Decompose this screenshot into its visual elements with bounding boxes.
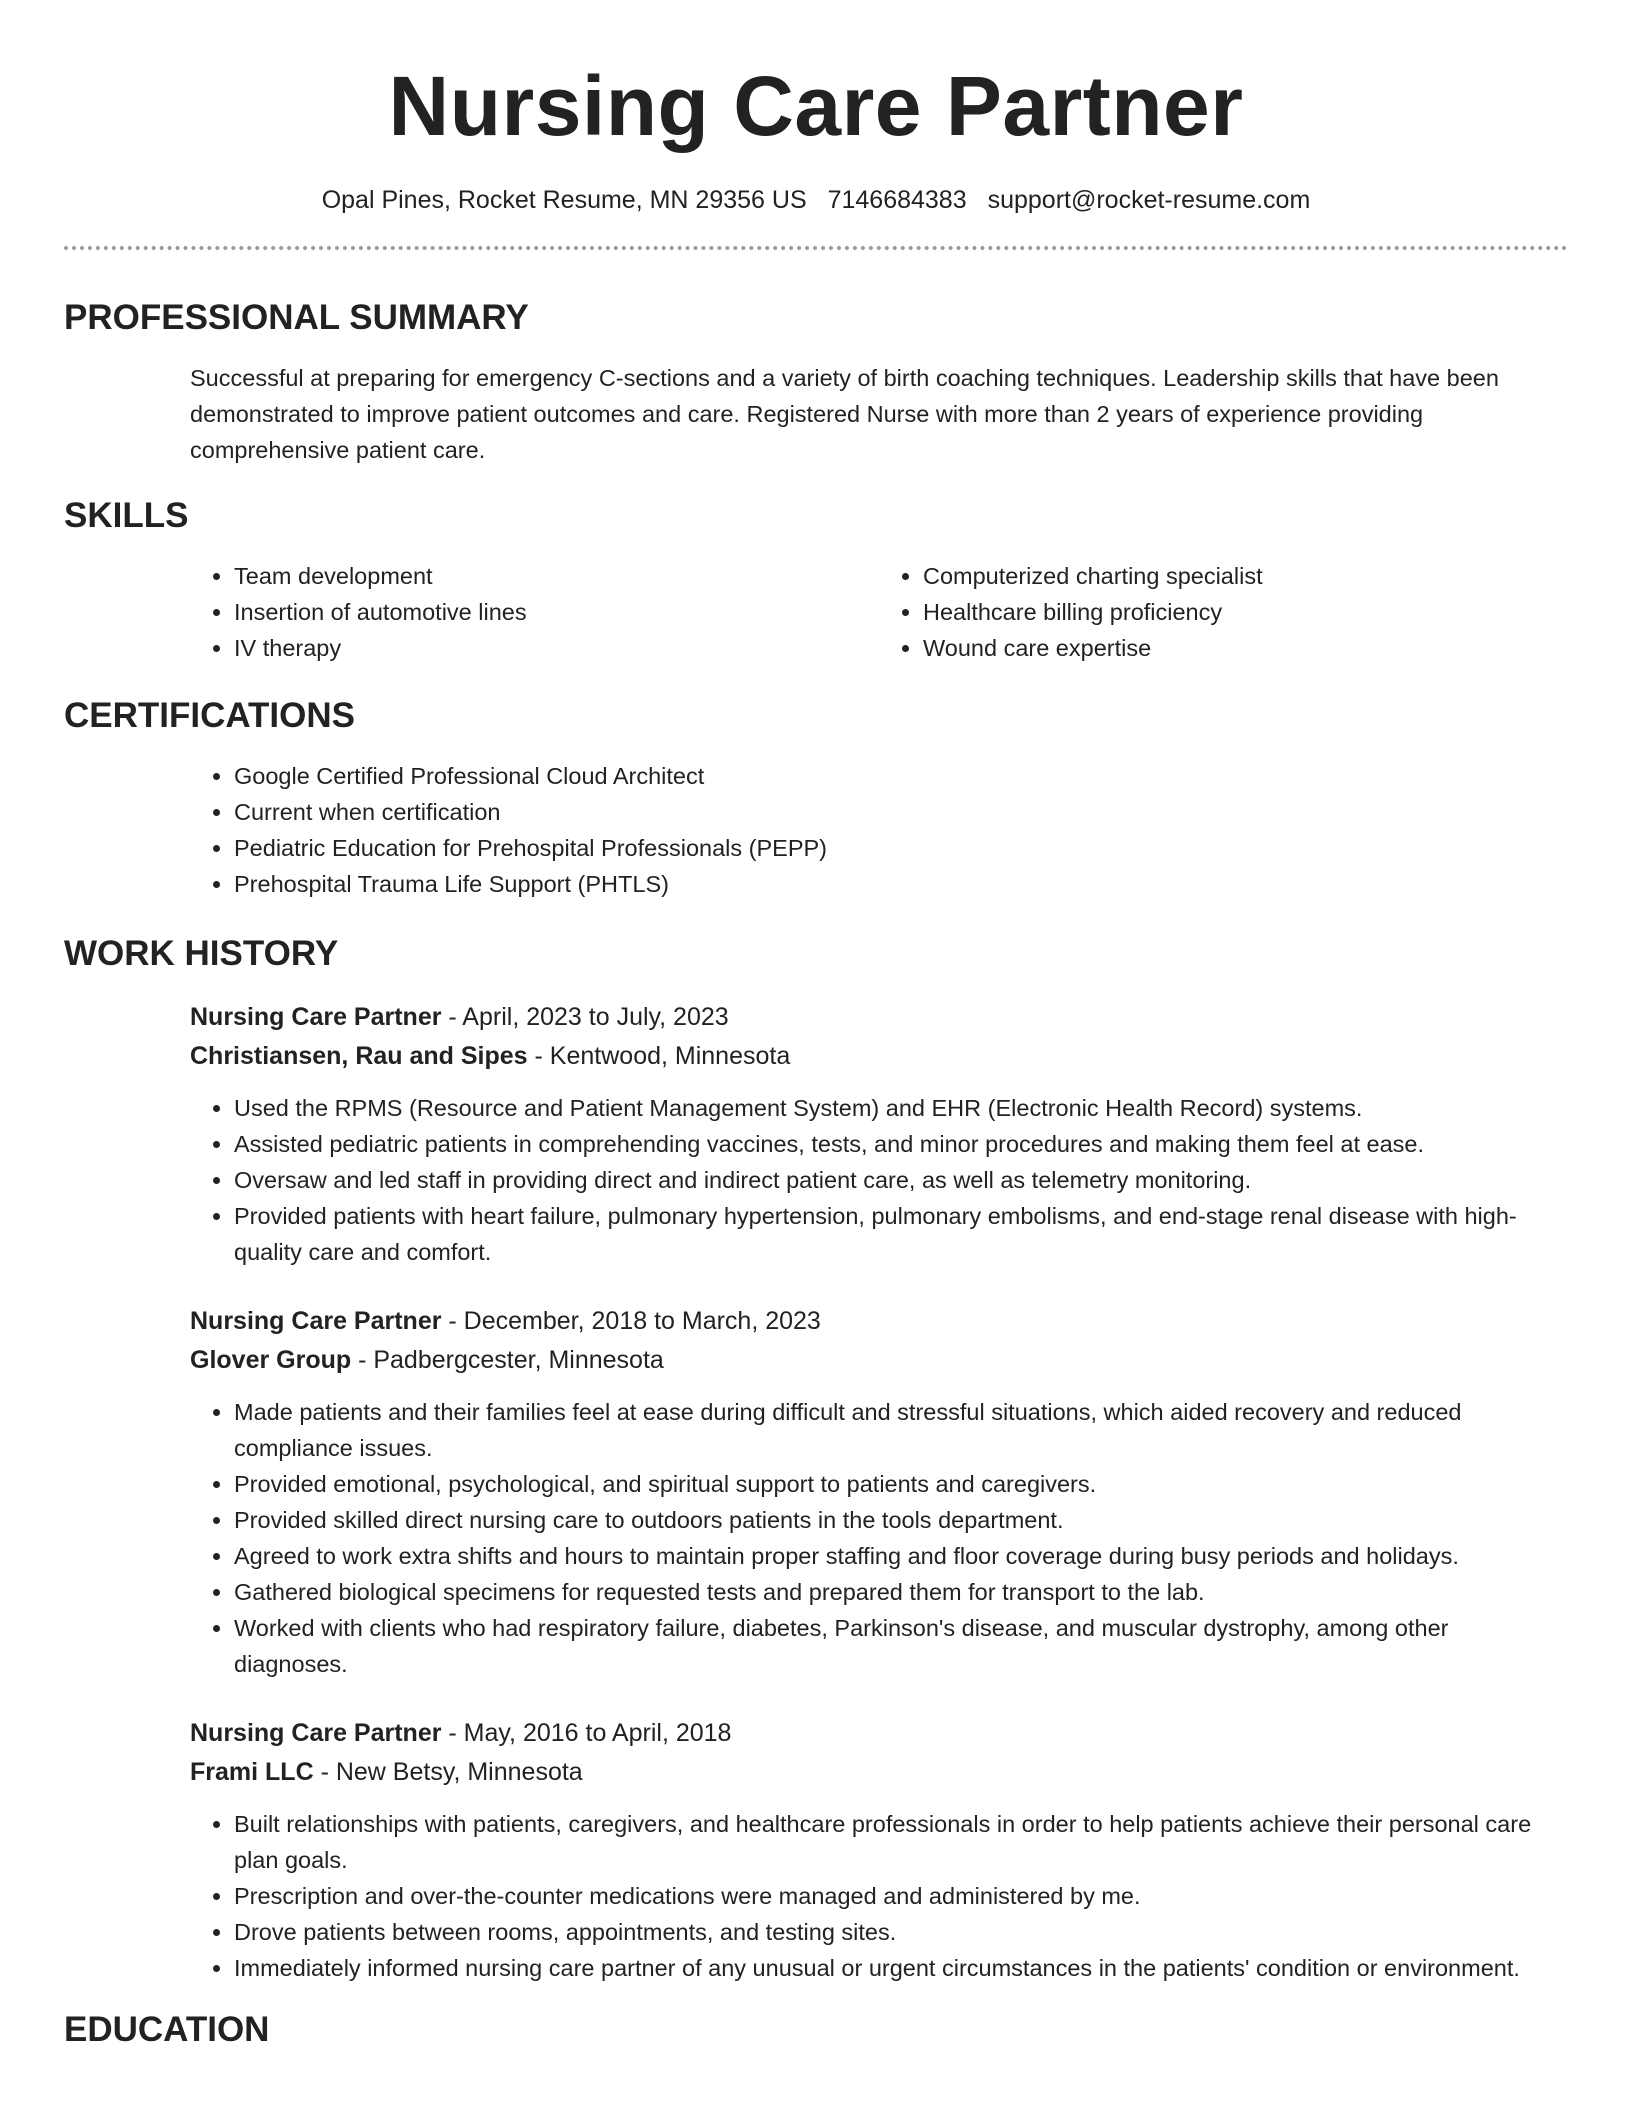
job-role-line bbox=[190, 998, 1568, 1037]
job-company-line bbox=[190, 1341, 1568, 1380]
certifications-list bbox=[190, 758, 1568, 902]
job-bullet: • Agreed to work extra shifts and hours to maintain proper staffing and floor coverage during busy periods and holidays. bbox=[234, 1538, 1568, 1574]
job-bullet: • Built relationships with patients, caregivers, and healthcare professionals in order to help patients achieve their personal care plan goals. bbox=[234, 1806, 1568, 1878]
skills-heading: SKILLS bbox=[64, 496, 189, 535]
job-company-line bbox=[190, 1753, 1568, 1792]
header-divider bbox=[64, 246, 1568, 250]
contact-phone: 7146684383 bbox=[827, 186, 967, 214]
job-bullet: • Provided emotional, psychological, and spiritual support to patients and caregivers. bbox=[234, 1466, 1568, 1502]
candidate-name: Nursing Care Partner bbox=[388, 59, 1244, 153]
job-company: Frami LLC bbox=[190, 1758, 314, 1786]
job-location: - New Betsy, Minnesota bbox=[313, 1758, 583, 1786]
work-history-heading: WORK HISTORY bbox=[64, 934, 339, 973]
job-bullet: • Worked with clients who had respiratory failure, diabetes, Parkinson's disease, and muscular dystrophy, among other diagnoses. bbox=[234, 1610, 1568, 1682]
summary-text: Successful at preparing for emergency C-sections and a variety of birth coaching techniques. Leadership skills that have been demonstrated to improve patient outcomes and care. Registered Nurse with more than 2 years of experience providing comprehensive patient care. bbox=[190, 365, 1499, 463]
job-dates: - April, 2023 to July, 2023 bbox=[441, 1003, 729, 1031]
job-company: Christiansen, Rau and Sipes bbox=[190, 1042, 528, 1070]
job-role: Nursing Care Partner bbox=[190, 1719, 442, 1747]
job-bullets bbox=[190, 1090, 1568, 1270]
job-dates: - December, 2018 to March, 2023 bbox=[441, 1307, 821, 1335]
skill-item: • Team development bbox=[234, 558, 879, 594]
job-bullet: • Made patients and their families feel at ease during difficult and stressful situations, which aided recovery and reduced compliance issues. bbox=[234, 1394, 1568, 1466]
job-bullet: • Used the RPMS (Resource and Patient Management System) and EHR (Electronic Health Record) systems. bbox=[234, 1090, 1568, 1126]
contact-email: support@rocket-resume.com bbox=[987, 186, 1311, 214]
skills-list-right bbox=[879, 558, 1568, 666]
job-role-line bbox=[190, 1302, 1568, 1341]
certifications-bullets bbox=[190, 758, 1568, 902]
summary-heading: PROFESSIONAL SUMMARY bbox=[64, 298, 529, 337]
job-bullets bbox=[190, 1806, 1568, 1986]
skill-item: • Wound care expertise bbox=[923, 630, 1568, 666]
skill-item: • Healthcare billing proficiency bbox=[923, 594, 1568, 630]
job-bullet: • Gathered biological specimens for requested tests and prepared them for transport to the lab. bbox=[234, 1574, 1568, 1610]
job-location: - Kentwood, Minnesota bbox=[527, 1042, 791, 1070]
job-entry bbox=[190, 1302, 1568, 1682]
skill-item: • Insertion of automotive lines bbox=[234, 594, 879, 630]
certification-item: • Pediatric Education for Prehospital Professionals (PEPP) bbox=[234, 830, 1568, 866]
job-role: Nursing Care Partner bbox=[190, 1307, 442, 1335]
job-bullet: • Assisted pediatric patients in comprehending vaccines, tests, and minor procedures and making them feel at ease. bbox=[234, 1126, 1568, 1162]
job-company-line bbox=[190, 1037, 1568, 1076]
skill-item: • IV therapy bbox=[234, 630, 879, 666]
certifications-heading: CERTIFICATIONS bbox=[64, 696, 356, 735]
job-bullet: • Oversaw and led staff in providing direct and indirect patient care, as well as telemetry monitoring. bbox=[234, 1162, 1568, 1198]
job-role: Nursing Care Partner bbox=[190, 1003, 442, 1031]
contact-line bbox=[64, 184, 1568, 216]
job-entry bbox=[190, 1714, 1568, 1986]
skill-item: • Computerized charting specialist bbox=[923, 558, 1568, 594]
skills-grid bbox=[190, 558, 1568, 666]
job-bullets bbox=[190, 1394, 1568, 1682]
job-bullet: • Provided skilled direct nursing care to outdoors patients in the tools department. bbox=[234, 1502, 1568, 1538]
certification-item: • Prehospital Trauma Life Support (PHTLS) bbox=[234, 866, 1568, 902]
job-location: - Padbergcester, Minnesota bbox=[351, 1346, 664, 1374]
job-bullet: • Prescription and over-the-counter medications were managed and administered by me. bbox=[234, 1878, 1568, 1914]
contact-address: Opal Pines, Rocket Resume, MN 29356 US bbox=[321, 186, 807, 214]
education-heading: EDUCATION bbox=[64, 2010, 270, 2049]
job-bullet: • Drove patients between rooms, appointments, and testing sites. bbox=[234, 1914, 1568, 1950]
job-dates: - May, 2016 to April, 2018 bbox=[441, 1719, 732, 1747]
job-entry bbox=[190, 998, 1568, 1270]
certification-item: • Google Certified Professional Cloud Architect bbox=[234, 758, 1568, 794]
job-bullet: • Immediately informed nursing care partner of any unusual or urgent circumstances in the patients' condition or environment. bbox=[234, 1950, 1568, 1986]
certification-item: • Current when certification bbox=[234, 794, 1568, 830]
skills-list-left bbox=[190, 558, 879, 666]
job-role-line bbox=[190, 1714, 1568, 1753]
job-bullet: • Provided patients with heart failure, pulmonary hypertension, pulmonary embolisms, and end-stage renal disease with high-quality care and comfort. bbox=[234, 1198, 1568, 1270]
job-company: Glover Group bbox=[190, 1346, 352, 1374]
